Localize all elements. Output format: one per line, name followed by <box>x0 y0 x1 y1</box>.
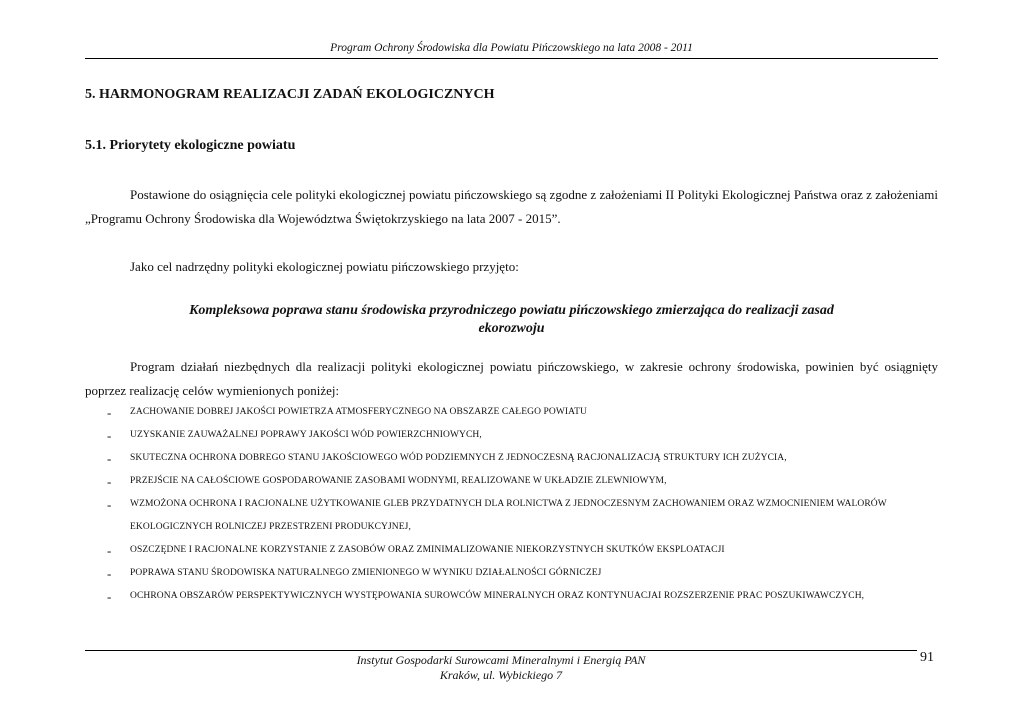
section-title: 5. HARMONOGRAM REALIZACJI ZADAŃ EKOLOGICZNYCH <box>85 87 495 102</box>
list-item-text: UZYSKANIE ZAUWAŻALNEJ POPRAWY JAKOŚCI WÓD POWIERZCHNIOWYCH, <box>130 430 482 440</box>
page-header: Program Ochrony Środowiska dla Powiatu Pińczowskiego na lata 2008 - 2011 <box>330 42 693 54</box>
header-divider <box>85 58 938 59</box>
list-item-text: PRZEJŚCIE NA CAŁOŚCIOWE GOSPODAROWANIE ZASOBAMI WODNYMI, REALIZOWANE W UKŁADZIE ZLEWNIOWYM, <box>130 476 667 486</box>
list-bullet: - <box>107 566 112 581</box>
list-item <box>85 401 938 424</box>
main-goal-line-2: ekorozwoju <box>478 321 545 336</box>
page-number: 91 <box>920 650 934 665</box>
list-item-text: POPRAWA STANU ŚRODOWISKA NATURALNEGO ZMIENIONEGO W WYNIKU DZIAŁALNOŚCI GÓRNICZEJ <box>130 568 602 578</box>
page-footer <box>85 653 917 683</box>
footer-divider <box>85 650 917 651</box>
list-bullet: - <box>107 451 112 466</box>
footer-address: Kraków, ul. Wybickiego 7 <box>439 668 563 682</box>
footer-institution: Instytut Gospodarki Surowcami Mineralnymi i Energią PAN <box>356 653 646 667</box>
list-item-text: OCHRONA OBSZARÓW PERSPEKTYWICZNYCH WYSTĘPOWANIA SUROWCÓW MINERALNYCH ORAZ KONTYNUACJAI ROZSZERZENIE PRAC POSZUKIWAWCZYCH, <box>130 591 865 601</box>
list-item <box>85 562 938 585</box>
list-bullet: - <box>107 405 112 420</box>
list-bullet: - <box>107 589 112 604</box>
list-bullet: - <box>107 474 112 489</box>
list-item <box>85 493 938 539</box>
list-bullet: - <box>107 497 112 512</box>
list-item-text: WZMOŻONA OCHRONA I RACJONALNE UŻYTKOWANIE GLEB PRZYDATNYCH DLA ROLNICTWA Z JEDNOCZESNYM ZACHOWANIEM ORAZ WZMOCNIENIEM WALORÓW EKOLOGICZNYCH ROLNICZEJ PRZESTRZENI PRODUKCYJNEJ, <box>130 499 887 532</box>
list-item <box>85 424 938 447</box>
main-goal-line-1: Kompleksowa poprawa stanu środowiska przyrodniczego powiatu pińczowskiego zmierzająca do realizacji zasad <box>189 303 834 318</box>
list-item <box>85 585 938 608</box>
list-item-text: OSZCZĘDNE I RACJONALNE KORZYSTANIE Z ZASOBÓW ORAZ ZMINIMALIZOWANIE NIEKORZYSTNYCH SKUTKÓW EKSPLOATACJI <box>130 545 725 555</box>
list-item-text: SKUTECZNA OCHRONA DOBREGO STANU JAKOŚCIOWEGO WÓD PODZIEMNYCH Z JEDNOCZESNĄ RACJONALIZACJĄ STRUKTURY ICH ZUŻYCIA, <box>130 453 787 463</box>
main-goal <box>85 302 938 338</box>
list-item <box>85 470 938 493</box>
intro-paragraph: Postawione do osiągnięcia cele polityki ekologicznej powiatu pińczowskiego są zgodne z założeniami II Polityki Ekologicznej Państwa oraz z założeniami „Programu Ochrony Środowiska dla Województwa Świętokrzyskiego na lata 2007 - 2015”. <box>85 187 938 226</box>
goal-intro-paragraph: Jako cel nadrzędny polityki ekologicznej powiatu pińczowskiego przyjęto: <box>130 259 519 274</box>
list-item-text: ZACHOWANIE DOBREJ JAKOŚCI POWIETRZA ATMOSFERYCZNEGO NA OBSZARZE CAŁEGO POWIATU <box>130 407 587 417</box>
goals-list <box>85 401 938 608</box>
list-item <box>85 539 938 562</box>
list-bullet: - <box>107 428 112 443</box>
list-bullet: - <box>107 543 112 558</box>
subsection-title: 5.1. Priorytety ekologiczne powiatu <box>85 138 296 153</box>
list-item <box>85 447 938 470</box>
program-paragraph: Program działań niezbędnych dla realizacji polityki ekologicznej powiatu pińczowskiego, w zakresie ochrony środowiska, powinien być osiągnięty poprzez realizację celów wymienionych poniżej: <box>85 359 938 398</box>
